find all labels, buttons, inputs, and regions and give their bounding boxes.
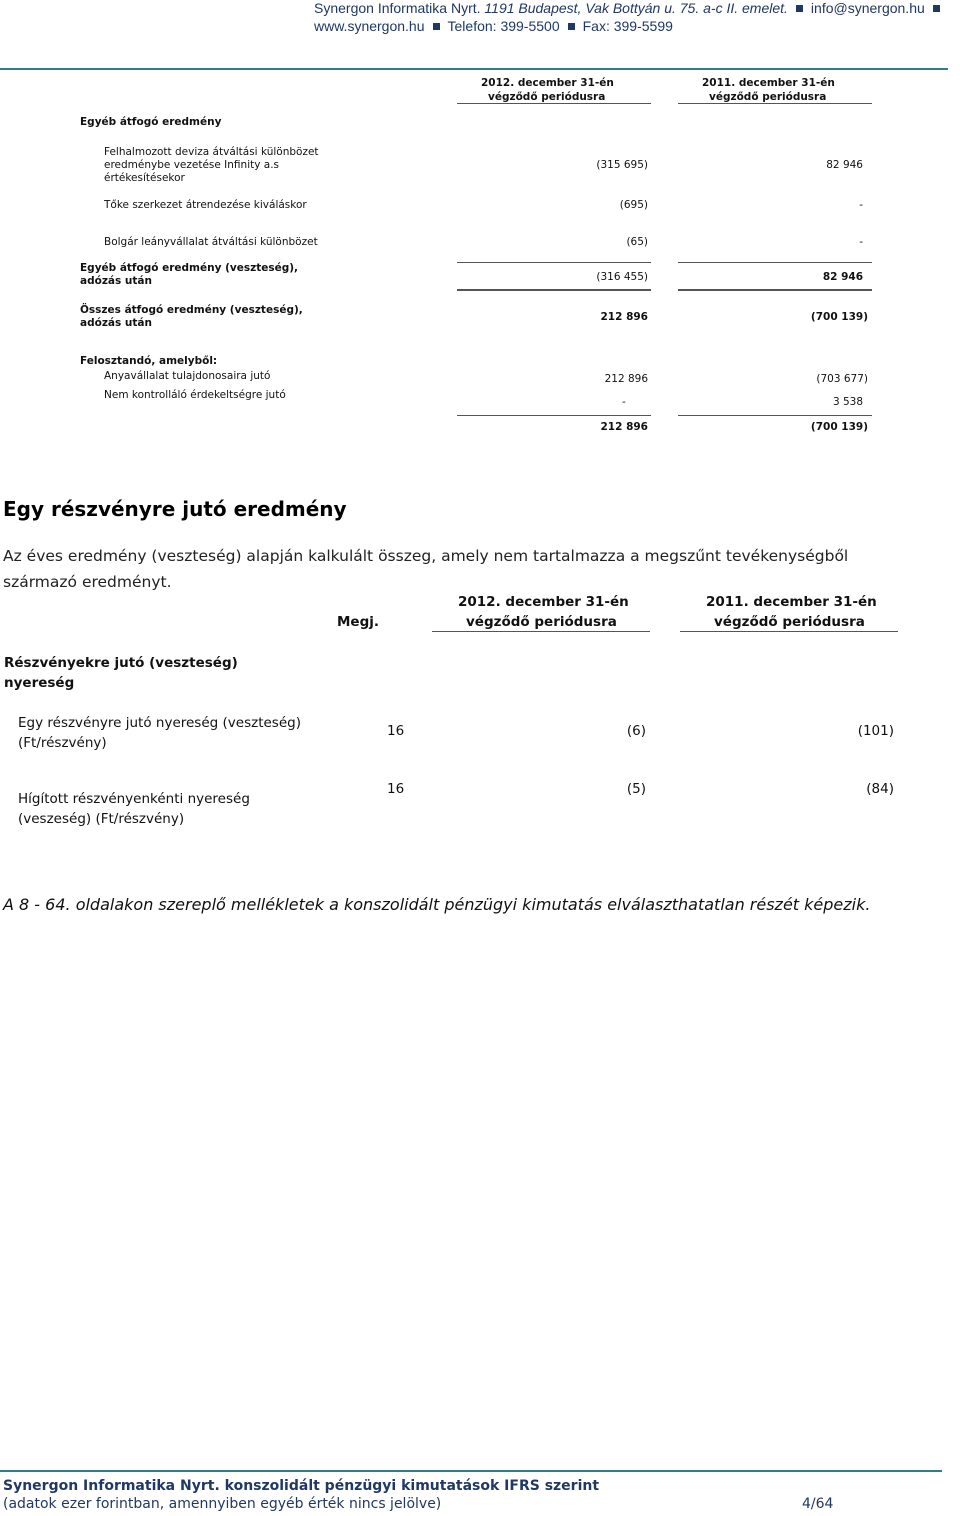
header-company: Synergon Informatika Nyrt. [314,0,481,16]
footer-title: Synergon Informatika Nyrt. konszolidált pénzügyi kimutatások IFRS szerint [3,1478,600,1494]
eps-row-2012: (6) [626,723,646,739]
col-2012-header-1: 2012. december 31-én [481,77,614,89]
allocation-total-2011: (700 139) [810,421,868,433]
eps-row-note: 16 [387,781,405,797]
square-bullet-icon [433,23,440,30]
eps-heading: Egy részvényre jutó eredmény [3,497,347,521]
header-phone: Telefon: 399-5500 [447,18,560,34]
subtotal-2011: 82 946 [822,271,863,283]
value-2011: - [859,199,863,211]
subtotal-rule-bottom [457,289,651,291]
header-web[interactable]: www.synergon.hu [314,18,425,34]
header-address: 1191 Budapest, Vak Bottyán u. 75. a-c II. emelet. [484,0,788,16]
allocation-label: Anyavállalat tulajdonosaira jutó [104,370,271,382]
value-2012: (65) [626,236,648,248]
eps-row-note: 16 [387,723,405,739]
subtotal-rule-top [678,262,872,263]
value-2012: (695) [619,199,648,211]
header-email[interactable]: info@synergon.hu [810,0,925,16]
header-line-2 [314,18,673,34]
eps-section-title: Részvényekre jutó (veszteség) nyereség [4,655,238,691]
header-line-1 [314,0,948,16]
eps-paragraph-2: származó eredményt. [3,573,172,591]
header-fax: Fax: 399-5599 [582,18,673,34]
eps-col-2011-header-2: végződő periódusra [714,614,865,630]
subtotal-rule-top [457,262,651,263]
subtotal-2012: (316 455) [596,271,648,283]
eps-paragraph-1: Az éves eredmény (veszteség) alapján kalkulált összeg, amely nem tartalmazza a megszűnt tevékenységből [3,547,849,565]
col-2011-header-1: 2011. december 31-én [702,77,835,89]
allocation-label: Nem kontrolláló érdekeltségre jutó [104,389,286,401]
total-label: Összes átfogó eredmény (veszteség), adózás után [80,304,303,329]
header-rule [0,68,948,70]
square-bullet-icon [933,5,940,12]
eps-row-label: Egy részvényre jutó nyereség (veszteség) (Ft/részvény) [18,715,301,751]
eps-col-2012-header-2: végződő periódusra [466,614,617,630]
allocation-2011: (703 677) [816,373,868,385]
allocation-total-2012: 212 896 [600,421,648,433]
value-2011: - [859,236,863,248]
col-2012-header-rule [457,103,651,104]
eps-col-2012-header-1: 2012. december 31-én [458,594,629,610]
subtotal-label: Egyéb átfogó eredmény (veszteség), adózás után [80,262,299,287]
row-label: Felhalmozott deviza átváltási különbözet eredménybe vezetése Infinity a.s értékesítésekor [104,146,319,184]
allocation-2012: - [622,396,626,408]
square-bullet-icon [568,23,575,30]
allocation-title: Felosztandó, amelyből: [80,355,218,367]
value-2011: 82 946 [826,159,863,171]
allocation-rule [678,415,872,416]
value-2012: (315 695) [596,159,648,171]
total-2011: (700 139) [810,311,868,323]
eps-col-2011-rule [680,631,898,632]
eps-row-2011: (84) [866,781,894,797]
col-2011-header-2: végződő periódusra [709,91,827,103]
allocation-rule [457,415,651,416]
row-label: Bolgár leányvállalat átváltási különbözet [104,236,318,248]
total-2012: 212 896 [600,311,648,323]
section-title: Egyéb átfogó eredmény [80,116,222,128]
page-number: 4/64 [802,1496,834,1512]
footer-note: (adatok ezer forintban, amennyiben egyéb érték nincs jelölve) [3,1496,442,1512]
row-label: Tőke szerkezet átrendezése kiváláskor [104,199,307,211]
eps-col-2012-rule [432,631,650,632]
col-2012-header-2: végződő periódusra [488,91,606,103]
eps-row-label: Hígított részvényenkénti nyereség (veszeség) (Ft/részvény) [18,791,250,827]
eps-note-header: Megj. [337,614,380,630]
eps-col-2011-header-1: 2011. december 31-én [706,594,877,610]
subtotal-rule-bottom [678,289,872,291]
square-bullet-icon [796,5,803,12]
footer-rule [0,1470,942,1472]
allocation-2012: 212 896 [604,373,648,385]
col-2011-header-rule [678,103,872,104]
eps-row-2011: (101) [857,723,894,739]
eps-row-2012: (5) [626,781,646,797]
allocation-2011: 3 538 [832,396,863,408]
appendix-note: A 8 - 64. oldalakon szereplő mellékletek a konszolidált pénzügyi kimutatás elválaszthatatlan részét képezik. [3,895,871,914]
